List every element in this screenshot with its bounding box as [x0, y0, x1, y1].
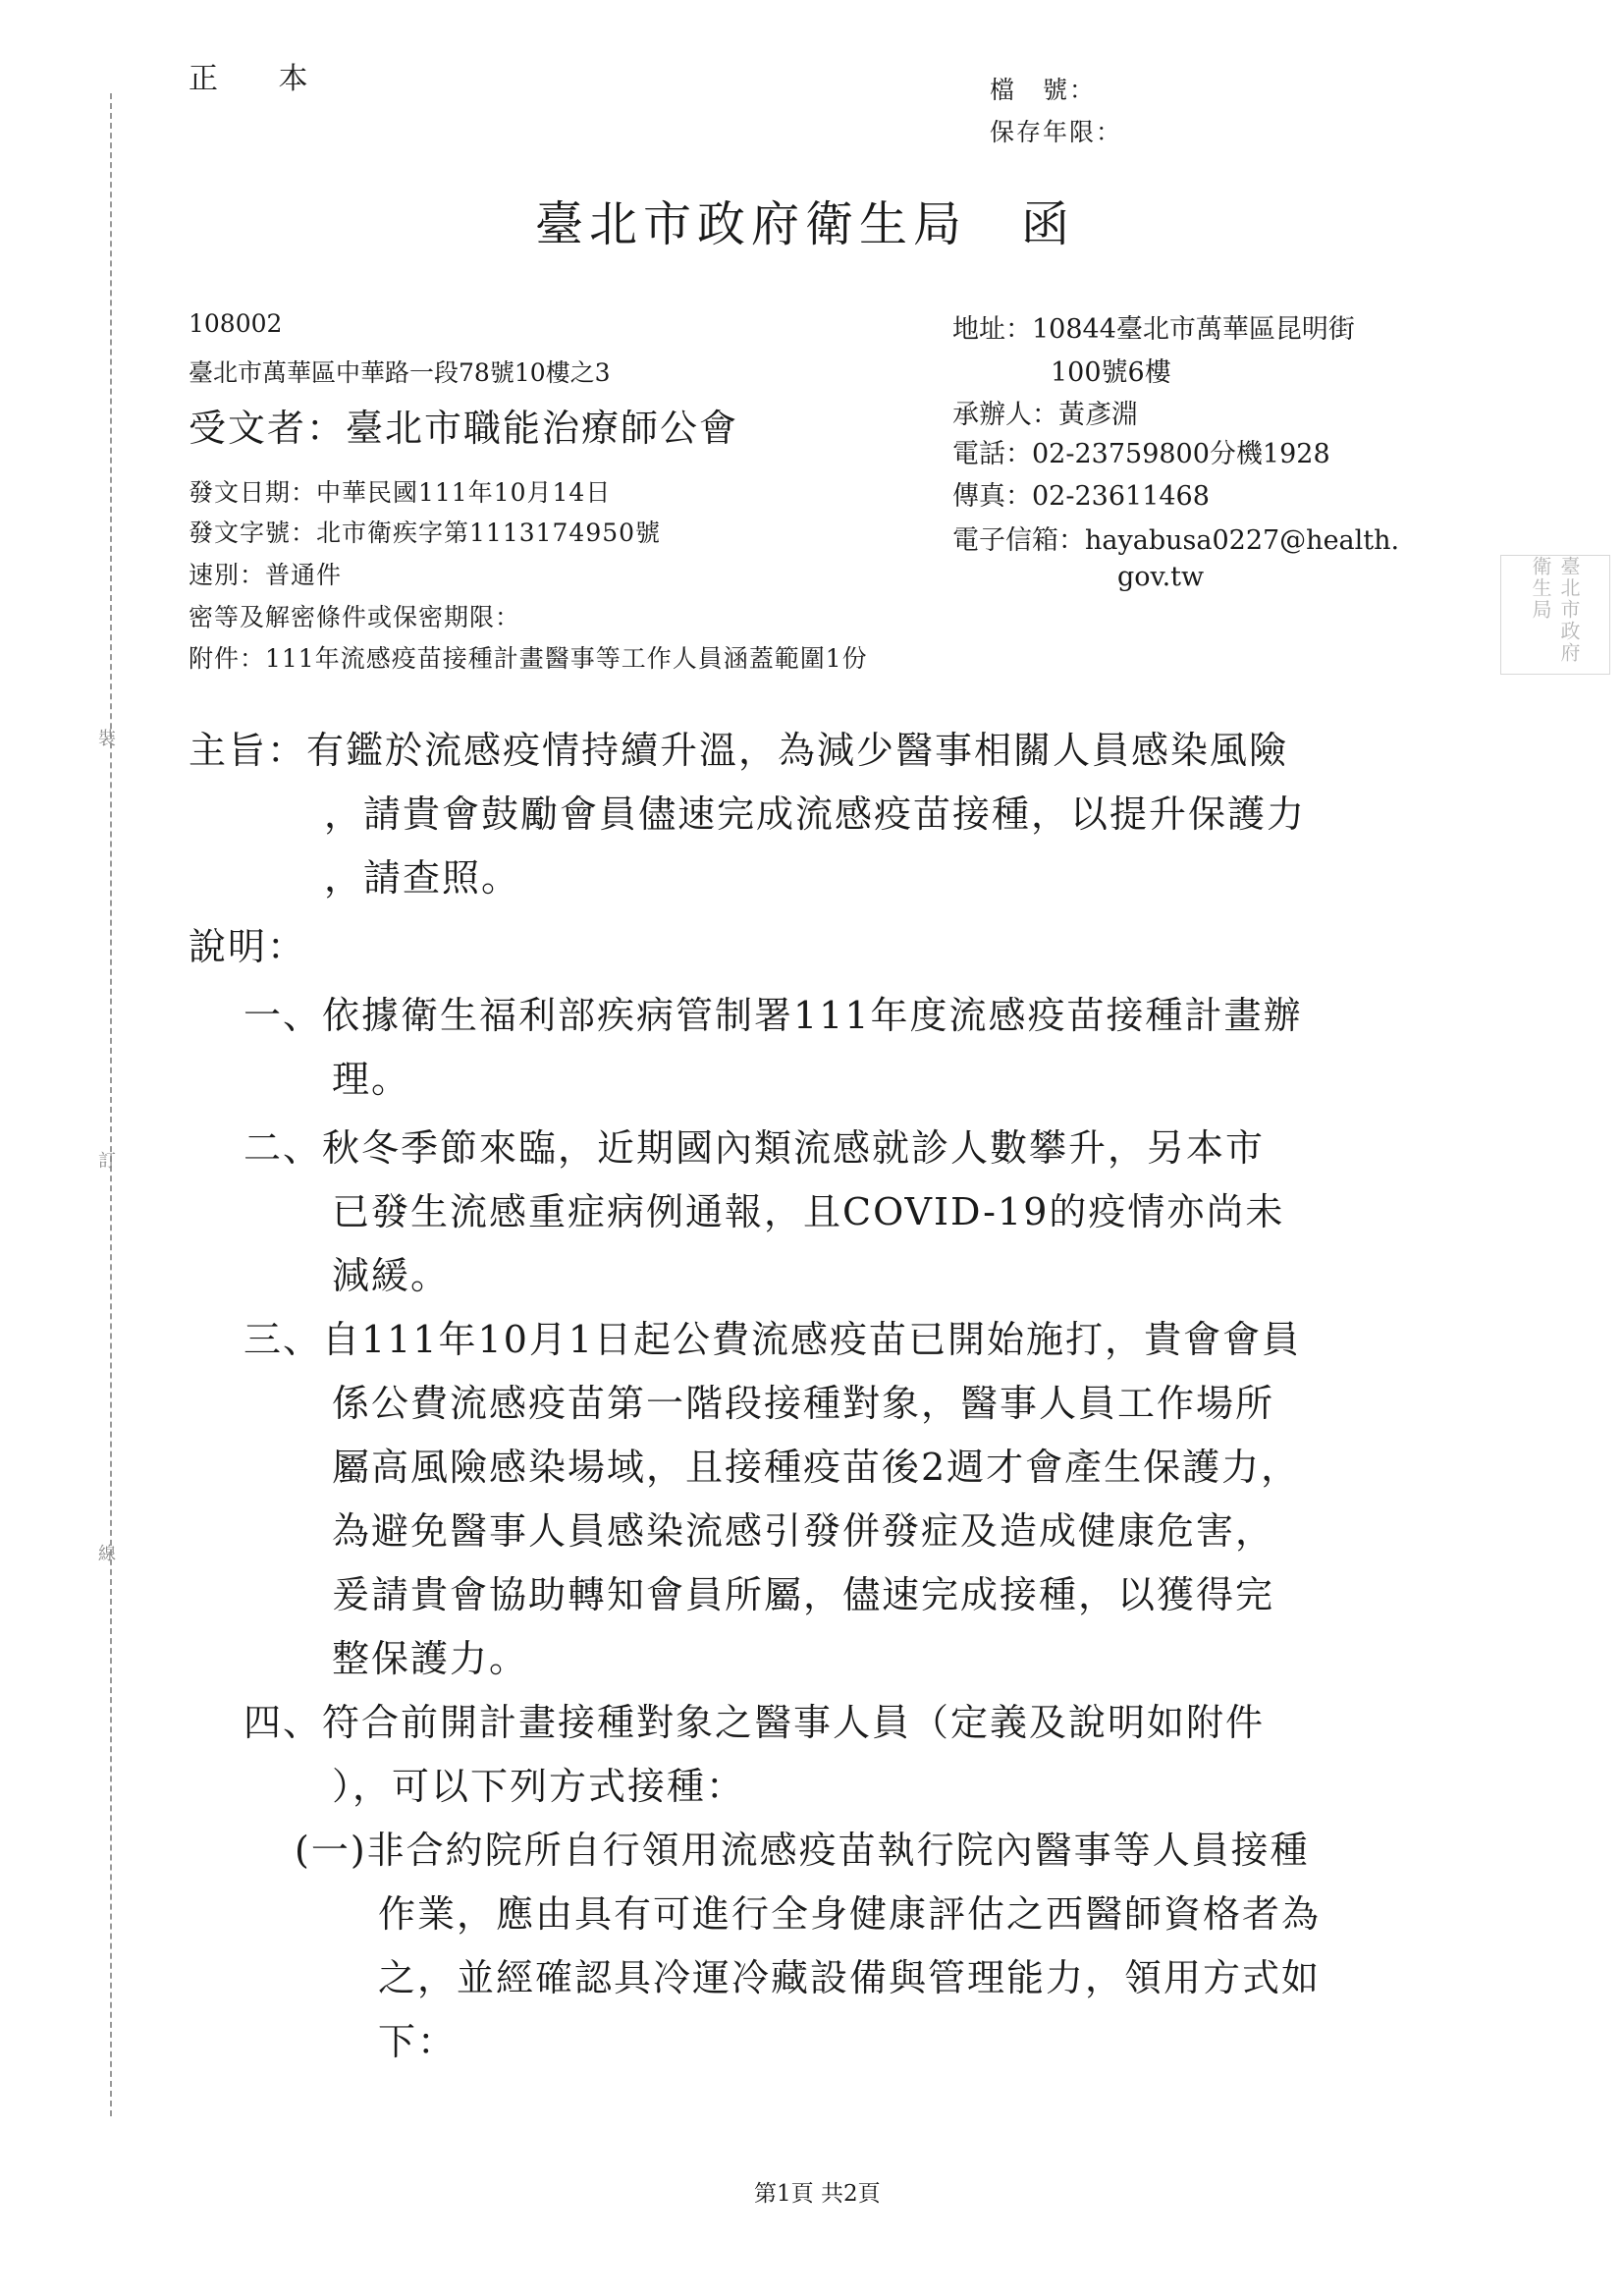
- recipient-street-address: 臺北市萬華區中華路一段78號10樓之3: [189, 358, 611, 387]
- explanation-heading: 說明：: [189, 925, 307, 968]
- sender-email-line2: gov.tw: [1117, 562, 1205, 592]
- item3-line5: 爰請貴會協助轉知會員所屬，儘速完成接種，以獲得完: [332, 1573, 1275, 1616]
- document-number: 發文字號：北市衛疾字第1113174950號: [189, 519, 662, 547]
- item3-line4: 為避免醫事人員感染流感引發併發症及造成健康危害，: [332, 1509, 1275, 1553]
- item2-line3: 減緩。: [332, 1254, 451, 1297]
- sender-phone: 電話：02-23759800分機1928: [952, 439, 1330, 469]
- item3-line6: 整保護力。: [332, 1637, 529, 1680]
- binding-mark-middle: 訂: [98, 1151, 116, 1172]
- page-number: 第1頁 共2頁: [754, 2181, 881, 2207]
- binding-line: [110, 93, 112, 2116]
- confidentiality: 密等及解密條件或保密期限：: [189, 603, 521, 631]
- file-number-label: 檔 號：: [990, 76, 1097, 104]
- binding-mark-bottom: 線: [98, 1544, 116, 1564]
- retention-label: 保存年限：: [990, 118, 1123, 146]
- item3-line3: 屬高風險感染場域，且接種疫苗後2週才會產生保護力，: [332, 1446, 1301, 1489]
- delivery-speed: 速別：普通件: [189, 561, 343, 589]
- sender-address-line2: 100號6樓: [1051, 357, 1171, 388]
- subject-line2: ，請貴會鼓勵會員儘速完成流感疫苗接種，以提升保護力: [324, 793, 1307, 836]
- recipient-name: 受文者：臺北市職能治療師公會: [189, 407, 739, 450]
- subitem1-line2: 作業，應由具有可進行全身健康評估之西醫師資格者為: [378, 1892, 1322, 1936]
- sender-email-line1: 電子信箱：hayabusa0227@health.: [952, 525, 1400, 556]
- subitem1-line3: 之，並經確認具冷運冷藏設備與管理能力，領用方式如: [378, 1956, 1322, 1999]
- item3-line2: 係公費流感疫苗第一階段接種對象，醫事人員工作場所: [332, 1382, 1275, 1425]
- sender-fax: 傳真：02-23611468: [952, 481, 1210, 512]
- item4-line1: 四、符合前開計畫接種對象之醫事人員（定義及說明如附件: [243, 1701, 1266, 1744]
- binding-mark-top: 裝: [98, 729, 116, 749]
- attachment: 附件：111年流感疫苗接種計畫醫事等工作人員涵蓋範圍1份: [189, 644, 868, 673]
- item1-line2: 理。: [332, 1058, 411, 1101]
- received-stamp: 臺北市政府衛生局: [1500, 555, 1610, 675]
- item2-line2: 已發生流感重症病例通報，且COVID-19的疫情亦尚未: [332, 1190, 1285, 1233]
- item1-line1: 一、依據衛生福利部疾病管制署111年度流感疫苗接種計畫辦: [243, 994, 1303, 1037]
- issue-date: 發文日期：中華民國111年10月14日: [189, 478, 612, 507]
- item4-line2: ），可以下列方式接種：: [332, 1765, 746, 1808]
- sender-handler: 承辦人：黃彥淵: [952, 400, 1138, 430]
- item2-line1: 二、秋冬季節來臨，近期國內類流感就診人數攀升，另本市: [243, 1126, 1266, 1170]
- document-title: 臺北市政府衛生局 函: [535, 196, 1076, 252]
- subitem1-line1: (一)非合約院所自行領用流感疫苗執行院內醫事等人員接種: [295, 1829, 1310, 1872]
- item3-line1: 三、自111年10月1日起公費流感疫苗已開始施打，貴會會員: [243, 1318, 1302, 1361]
- postal-code: 108002: [189, 309, 283, 338]
- subject-line3: ，請查照。: [324, 856, 521, 900]
- copy-type: 正 本: [189, 62, 334, 96]
- subject-line1: 主旨：有鑑於流感疫情持續升溫，為減少醫事相關人員感染風險: [189, 729, 1289, 772]
- subitem1-line4: 下：: [378, 2020, 458, 2063]
- sender-address-line1: 地址：10844臺北市萬華區昆明街: [952, 314, 1355, 345]
